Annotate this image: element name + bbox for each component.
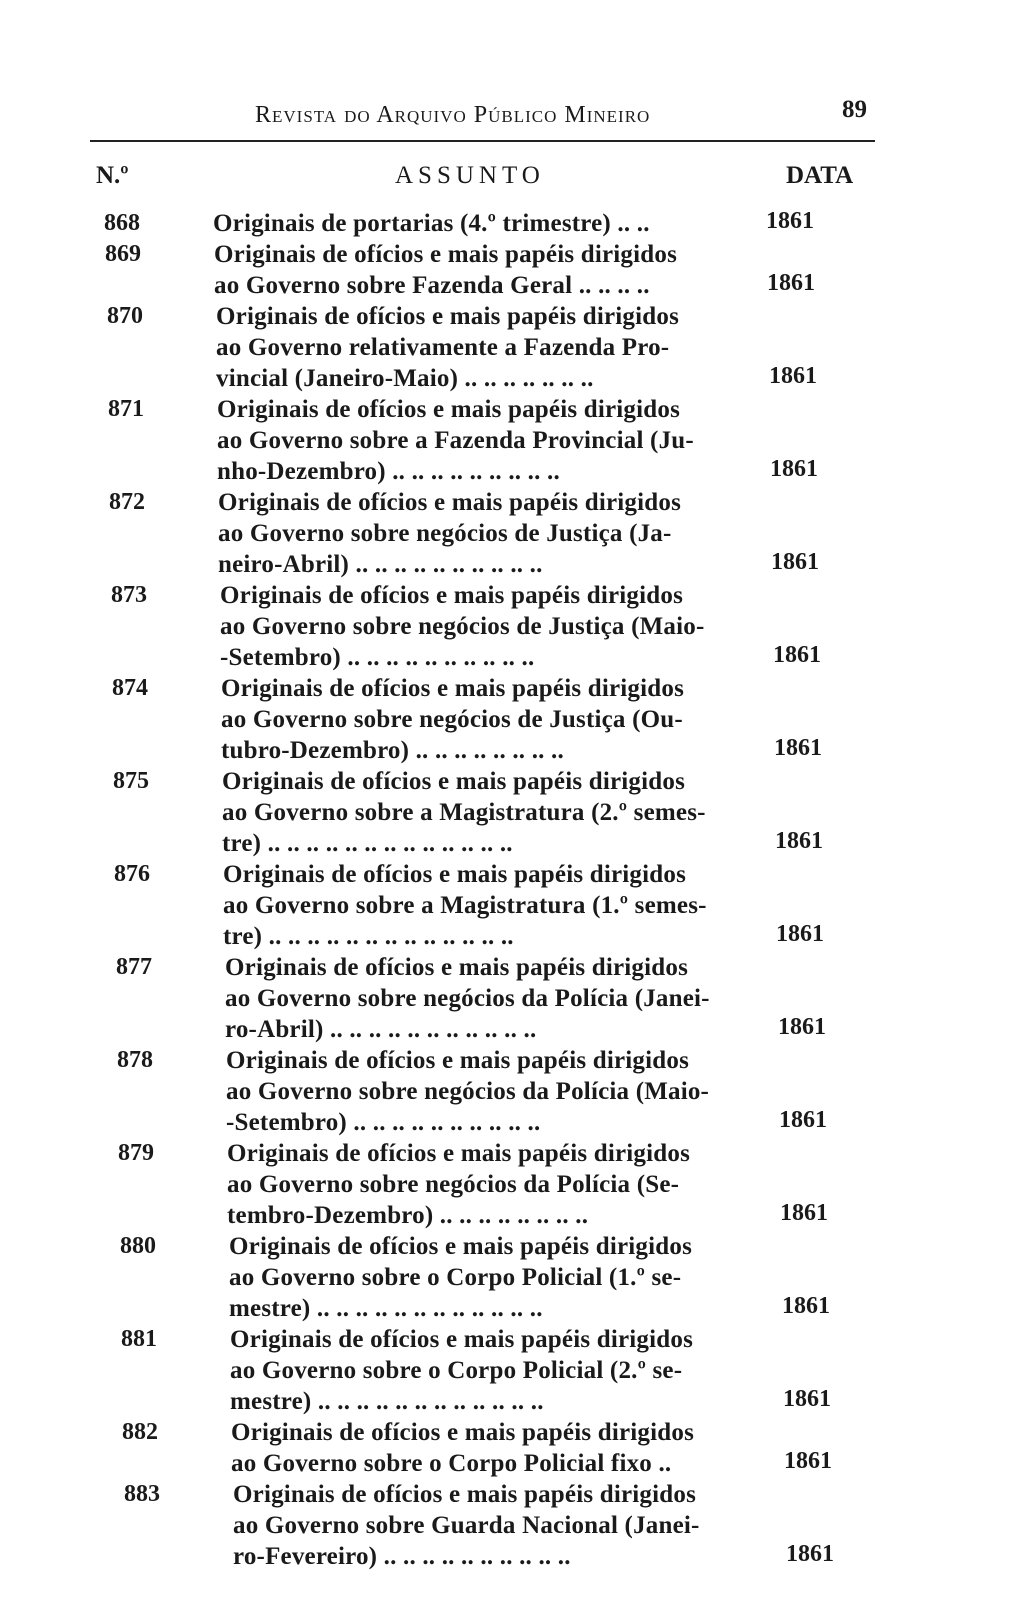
list-item xyxy=(0,1231,1025,1324)
page-number: 89 xyxy=(842,96,867,123)
entry-subject-line: vincial (Janeiro-Maio) .. .. .. .. .. .. .. xyxy=(216,365,594,392)
entry-subject-line: ao Governo relativamente a Fazenda Pro- xyxy=(216,334,670,361)
journal-title: Revista do Arquivo Público Mineiro xyxy=(255,102,651,128)
entry-subject-line: tubro-Dezembro) .. .. .. .. .. .. .. .. xyxy=(221,737,564,764)
entry-subject-line: Originais de ofícios e mais papéis dirigidos xyxy=(230,1326,693,1353)
entry-number: 879 xyxy=(118,1140,154,1166)
entry-subject xyxy=(214,239,734,301)
entry-subject xyxy=(218,487,738,580)
entry-number: 877 xyxy=(116,954,152,980)
entry-subject-line: mestre) .. .. .. .. .. .. .. .. .. .. .. .. xyxy=(230,1388,544,1415)
list-item xyxy=(0,1479,1025,1572)
entry-subject-line: tre) .. .. .. .. .. .. .. .. .. .. .. .. .. xyxy=(223,923,514,950)
entry-date: 1861 xyxy=(766,208,814,234)
entry-subject-line: -Setembro) .. .. .. .. .. .. .. .. .. .. xyxy=(220,644,535,671)
entry-number: 868 xyxy=(104,210,140,236)
entry-subject-line: ao Governo sobre Fazenda Geral .. .. .. .. xyxy=(214,272,650,299)
entry-subject-line: ao Governo sobre Guarda Nacional (Janei- xyxy=(233,1512,700,1539)
entry-subject-line: -Setembro) .. .. .. .. .. .. .. .. .. .. xyxy=(226,1109,541,1136)
list-item xyxy=(0,239,1025,301)
entry-number: 878 xyxy=(117,1047,153,1073)
list-item xyxy=(0,859,1025,952)
entry-subject-line: Originais de portarias (4.º trimestre) .. .. xyxy=(213,210,650,237)
entry-number: 871 xyxy=(108,396,144,422)
entry-date: 1861 xyxy=(774,735,822,761)
entry-subject-line: Originais de ofícios e mais papéis dirigidos xyxy=(227,1140,690,1167)
entry-date: 1861 xyxy=(770,456,818,482)
list-item xyxy=(0,1417,1025,1479)
running-header xyxy=(90,88,875,142)
column-header-date: DATA xyxy=(786,162,854,189)
entry-number: 883 xyxy=(124,1481,160,1507)
entry-subject-line: ao Governo sobre negócios de Justiça (Ja- xyxy=(218,520,672,547)
list-item xyxy=(0,1045,1025,1138)
entry-subject-line: neiro-Abril) .. .. .. .. .. .. .. .. .. .. xyxy=(218,551,543,578)
entry-subject-line: tre) .. .. .. .. .. .. .. .. .. .. .. .. .. xyxy=(222,830,513,857)
entry-subject-line: Originais de ofícios e mais papéis dirigidos xyxy=(220,582,683,609)
entry-number: 870 xyxy=(107,303,143,329)
entry-subject-line: ao Governo sobre negócios da Polícia (Maio- xyxy=(226,1078,710,1105)
entry-number: 875 xyxy=(113,768,149,794)
list-item xyxy=(0,580,1025,673)
entry-date: 1861 xyxy=(783,1386,831,1412)
entry-date: 1861 xyxy=(775,828,823,854)
entry-subject xyxy=(217,394,737,487)
entry-subject-line: Originais de ofícios e mais papéis dirigidos xyxy=(218,489,681,516)
entry-subject-line: Originais de ofícios e mais papéis dirigidos xyxy=(214,241,677,268)
entry-subject-line: ro-Abril) .. .. .. .. .. .. .. .. .. .. .. xyxy=(225,1016,537,1043)
list-item xyxy=(0,766,1025,859)
entry-subject-line: Originais de ofícios e mais papéis dirigidos xyxy=(222,768,685,795)
entry-date: 1861 xyxy=(773,642,821,668)
entry-number: 881 xyxy=(121,1326,157,1352)
list-item xyxy=(0,394,1025,487)
entry-date: 1861 xyxy=(767,270,815,296)
entry-subject xyxy=(226,1045,746,1138)
entry-number: 872 xyxy=(109,489,145,515)
entry-number: 869 xyxy=(105,241,141,267)
entry-date: 1861 xyxy=(778,1014,826,1040)
entry-date: 1861 xyxy=(779,1107,827,1133)
list-item xyxy=(0,673,1025,766)
entry-subject-line: Originais de ofícios e mais papéis dirigidos xyxy=(226,1047,689,1074)
entry-subject-line: Originais de ofícios e mais papéis dirigidos xyxy=(217,396,680,423)
list-item xyxy=(0,1138,1025,1231)
entry-subject-line: ao Governo sobre o Corpo Policial fixo .. xyxy=(231,1450,672,1477)
entry-date: 1861 xyxy=(776,921,824,947)
entry-subject xyxy=(231,1417,751,1479)
list-item xyxy=(0,952,1025,1045)
entry-subject-line: ao Governo sobre negócios de Justiça (Ou- xyxy=(221,706,683,733)
entry-subject-line: ao Governo sobre a Magistratura (2.º semes- xyxy=(222,799,706,826)
entry-subject-line: ao Governo sobre negócios da Polícia (Se- xyxy=(227,1171,680,1198)
entry-subject xyxy=(229,1231,749,1324)
entry-subject xyxy=(233,1479,753,1572)
entry-list xyxy=(0,208,1025,1572)
entry-subject xyxy=(230,1324,750,1417)
entry-subject-line: ao Governo sobre negócios de Justiça (Maio- xyxy=(220,613,705,640)
entry-number: 880 xyxy=(120,1233,156,1259)
entry-date: 1861 xyxy=(771,549,819,575)
entry-number: 874 xyxy=(112,675,148,701)
entry-number: 873 xyxy=(111,582,147,608)
column-header-number: N.º xyxy=(96,162,129,189)
list-item xyxy=(0,208,1025,239)
entry-subject-line: Originais de ofícios e mais papéis dirigidos xyxy=(216,303,679,330)
entry-subject xyxy=(221,673,741,766)
entry-subject-line: Originais de ofícios e mais papéis dirigidos xyxy=(225,954,688,981)
entry-subject-line: ao Governo sobre negócios da Polícia (Janei- xyxy=(225,985,710,1012)
entry-subject-line: mestre) .. .. .. .. .. .. .. .. .. .. .. .. xyxy=(229,1295,543,1322)
entry-subject-line: Originais de ofícios e mais papéis dirigidos xyxy=(229,1233,692,1260)
entry-date: 1861 xyxy=(786,1541,834,1567)
entry-subject-line: ao Governo sobre a Fazenda Provincial (Ju- xyxy=(217,427,694,454)
entry-subject xyxy=(216,301,736,394)
entry-subject xyxy=(227,1138,747,1231)
entry-subject-line: tembro-Dezembro) .. .. .. .. .. .. .. .. xyxy=(227,1202,589,1229)
entry-subject-line: Originais de ofícios e mais papéis dirigidos xyxy=(231,1419,694,1446)
entry-subject-line: Originais de ofícios e mais papéis dirigidos xyxy=(223,861,686,888)
entry-subject-line: ao Governo sobre a Magistratura (1.º semes- xyxy=(223,892,707,919)
column-header-subject: ASSUNTO xyxy=(395,162,545,189)
entry-date: 1861 xyxy=(782,1293,830,1319)
entry-subject-line: ro-Fevereiro) .. .. .. .. .. .. .. .. .. .. xyxy=(233,1543,571,1570)
entry-subject xyxy=(225,952,745,1045)
entry-date: 1861 xyxy=(784,1448,832,1474)
entry-subject-line: Originais de ofícios e mais papéis dirigidos xyxy=(233,1481,696,1508)
list-item xyxy=(0,1324,1025,1417)
entry-date: 1861 xyxy=(769,363,817,389)
entry-subject-line: ao Governo sobre o Corpo Policial (2.º se- xyxy=(230,1357,683,1384)
entry-subject-line: Originais de ofícios e mais papéis dirigidos xyxy=(221,675,684,702)
list-item xyxy=(0,301,1025,394)
entry-subject-line: nho-Dezembro) .. .. .. .. .. .. .. .. .. xyxy=(217,458,560,485)
entry-number: 876 xyxy=(114,861,150,887)
entry-subject xyxy=(222,766,742,859)
entry-subject xyxy=(223,859,743,952)
entry-number: 882 xyxy=(122,1419,158,1445)
list-item xyxy=(0,487,1025,580)
entry-date: 1861 xyxy=(780,1200,828,1226)
entry-subject xyxy=(213,208,733,239)
entry-subject xyxy=(220,580,740,673)
entry-subject-line: ao Governo sobre o Corpo Policial (1.º se- xyxy=(229,1264,682,1291)
